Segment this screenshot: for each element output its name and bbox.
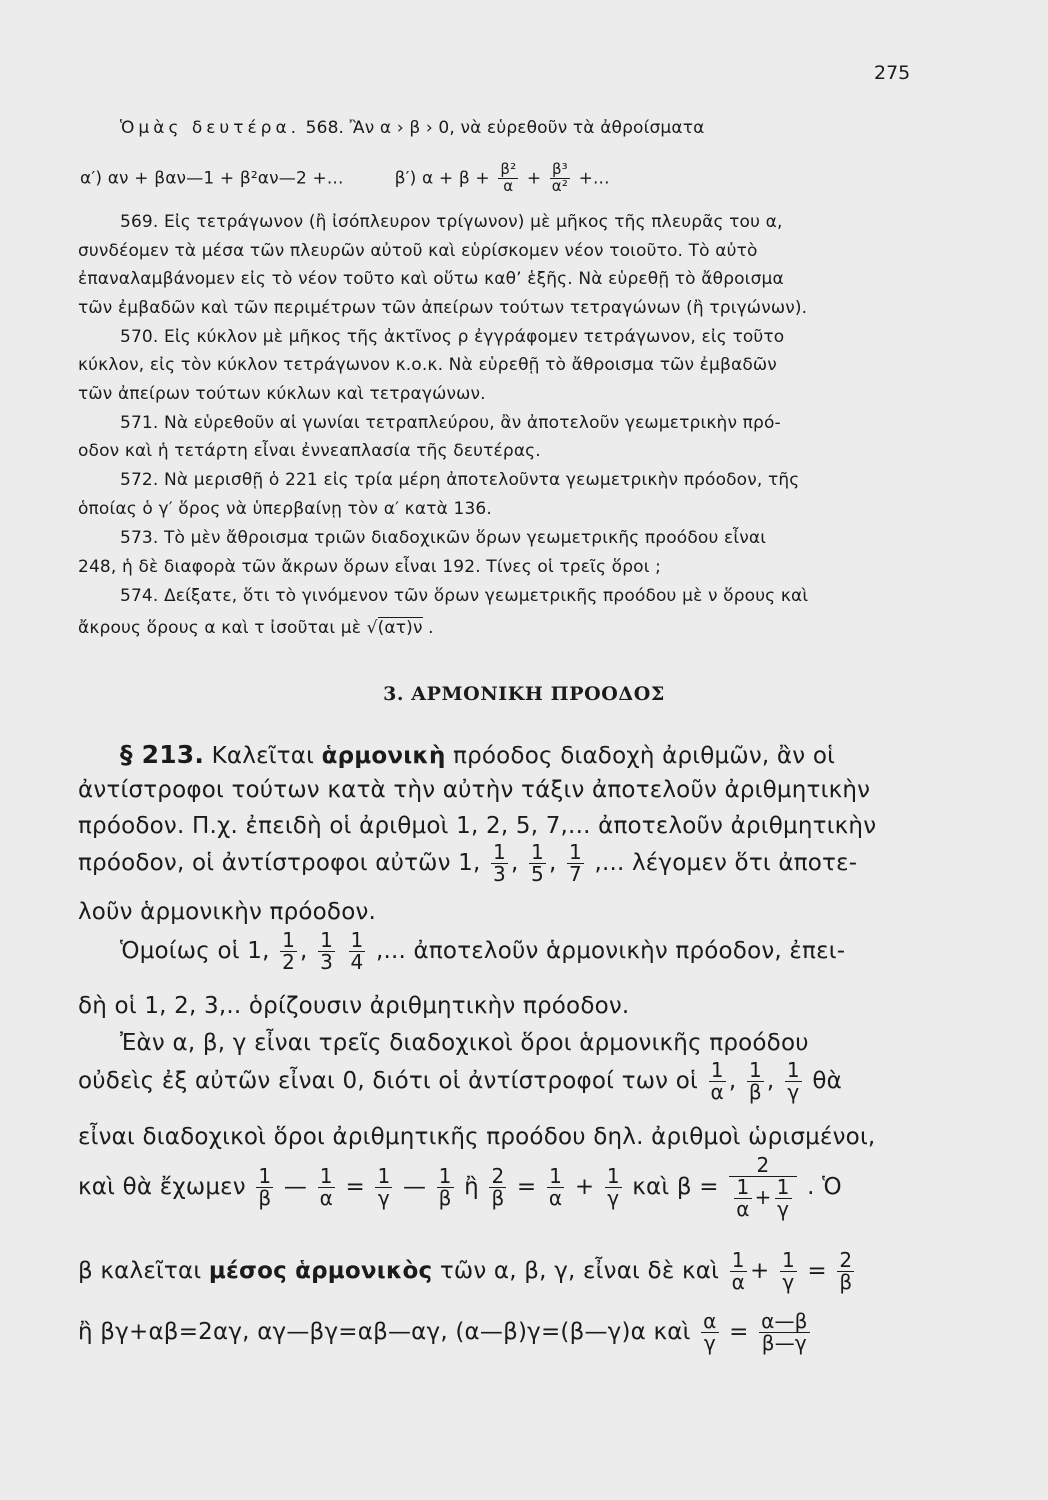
- exercise-568-parts: [80, 162, 610, 195]
- exercise-569-line1: 569. Εἰς τετράγωνον (ἢ ἰσόπλευρον τρίγωνον) μὲ μῆκος τῆς πλευρᾶς του α,: [120, 212, 783, 232]
- paragraph-213-line1: [120, 740, 835, 769]
- hm-frac-1-alpha: $\frac{1}{\alpha}$: [731, 1248, 745, 1294]
- fr-frac-amb-bmg: $\frac{\alpha—\beta}{\beta—\gamma}$: [761, 1309, 808, 1355]
- fraction-1-alpha: $\frac{1}{\alpha}$: [710, 1058, 724, 1104]
- fraction-1-3b: $\frac{1}{3}$: [320, 928, 333, 974]
- text: ἢ βγ+αβ=2αγ, αγ—βγ=αβ—αγ, (α—β)γ=(β—γ)α καὶ: [78, 1319, 691, 1345]
- exercise-569-line2: συνδέομεν τὰ μέσα τῶν πλευρῶν αὐτοῦ καὶ εὑρίσκομεν νέον τοιοῦτο. Τὸ αὐτὸ: [78, 241, 758, 261]
- text: τῶν α, β, γ, εἶναι δὲ καὶ: [439, 1258, 720, 1284]
- text: ,... ἀποτελοῦν ἁρμονικὴν πρόοδον, ἐπει-: [375, 938, 846, 964]
- exercise-570-line2: κύκλον, εἰς τὸν κύκλον τετράγωνον κ.ο.κ. Νὰ εὑρεθῇ τὸ ἄθροισμα τῶν ἐμβαδῶν: [78, 355, 777, 375]
- eq-frac-2-beta: $\frac{2}{\beta}$: [491, 1164, 505, 1210]
- eq-frac-2-over-sum: 2 $\frac{1}{\alpha}$ + $\frac{1}{\gamma}$: [729, 1155, 796, 1220]
- section-number: § 213.: [120, 740, 205, 769]
- exercise-572-line1: 572. Νὰ μερισθῇ ὁ 221 εἰς τρία μέρη ἀποτελοῦντα γεωμετρικὴν πρόοδον, τῆς: [120, 470, 800, 490]
- hm-frac-2-beta: $\frac{2}{\beta}$: [839, 1248, 853, 1294]
- exercise-group-label: Ὁμὰς δευτέρα.: [120, 118, 301, 138]
- fraction-b3-a2: $\frac{\text{β³}}{\text{α²}}$: [551, 160, 568, 195]
- fraction-1-4: $\frac{1}{4}$: [350, 928, 364, 974]
- equation-line: καὶ θὰ ἔχωμεν $\frac{1}{\beta}$ — $\frac{1}{\alpha}$ = $\frac{1}{\gamma}$ — $\frac{1}{\beta}$ ἢ $\frac{2}{\beta}$ = $\frac{1}{\alpha}$ + $\frac{1}{\gamma}$ καὶ β = 2 $\frac{1}{\alpha}$ + $\frac{1}{\gamma}$ . Ὁ: [78, 1153, 842, 1221]
- text: πρόοδος διαδοχὴ ἀριθμῶν, ἂν οἱ: [453, 743, 836, 769]
- exercise-569-line4: τῶν ἐμβαδῶν καὶ τῶν περιμέτρων τῶν ἀπείρων τούτων τετραγώνων (ἢ τριγώνων).: [78, 298, 808, 318]
- text: ,... λέγομεν ὅτι ἀποτε-: [594, 850, 858, 876]
- final-relations-line: ἢ βγ+αβ=2αγ, αγ—βγ=αβ—αγ, (α—β)γ=(β—γ)α καὶ $\frac{\alpha}{\gamma}$ = $\frac{\alpha—\beta}{\beta—\gamma}$: [78, 1309, 808, 1355]
- text: πρόοδον, οἱ ἀντίστροφοι αὐτῶν 1,: [78, 850, 481, 876]
- paragraph-213-line4: πρόοδον, οἱ ἀντίστροφοι αὐτῶν 1, $\frac{1}{3}$ , $\frac{1}{5}$ , $\frac{1}{7}$ ,... λέγομεν ὅτι ἀποτε-: [78, 840, 858, 886]
- exercise-574-line2: [78, 618, 434, 638]
- exercise-573-line1: 573. Τὸ μὲν ἄθροισμα τριῶν διαδοχικῶν ὅρων γεωμετρικῆς προόδου εἶναι: [120, 528, 767, 548]
- term-harmonic-mean: μέσος ἁρμονικὸς: [208, 1258, 433, 1284]
- text: καὶ θὰ ἔχωμεν: [78, 1174, 246, 1200]
- exercise-568-line: [120, 118, 705, 138]
- exercise-570-line3: τῶν ἀπείρων τούτων κύκλων καὶ τετραγώνων.: [78, 384, 486, 404]
- exercise-573-line2: 248, ἡ δὲ διαφορὰ τῶν ἄκρων ὅρων εἶναι 192. Τίνες οἱ τρεῖς ὅροι ;: [78, 557, 662, 577]
- fraction-1-7: $\frac{1}{7}$: [568, 840, 582, 886]
- fraction-b2-a: $\frac{\text{β²}}{\alpha}$: [500, 160, 517, 195]
- plus-sign: +: [526, 168, 542, 189]
- eq-frac-1-beta-b: $\frac{1}{\beta}$: [438, 1164, 452, 1210]
- fraction-1-3: $\frac{1}{3}$: [493, 840, 506, 886]
- eq-frac-1-alpha-b: $\frac{1}{\alpha}$: [548, 1164, 563, 1210]
- part-b-lead: β′) α + β +: [394, 168, 490, 189]
- period: .: [428, 618, 434, 638]
- hm-frac-1-gamma: $\frac{1}{\gamma}$: [781, 1248, 795, 1294]
- text: Ὁμοίως οἱ 1,: [120, 938, 270, 964]
- paragraph-213-line3: πρόοδον. Π.χ. ἐπειδὴ οἱ ἀριθμοὶ 1, 2, 5, 7,... ἀποτελοῦν ἀριθμητικὴν: [78, 813, 877, 839]
- harmonic-mean-line: β καλεῖται μέσος ἁρμονικὸς τῶν α, β, γ, εἶναι δὲ καὶ $\frac{1}{\alpha}$ + $\frac{1}{\gamma}$ = $\frac{2}{\beta}$: [78, 1248, 853, 1294]
- exercise-574-text: ἄκρους ὅρους α καὶ τ ἰσοῦται μὲ: [78, 618, 362, 638]
- paragraph-213-line5: λοῦν ἁρμονικὴν πρόοδον.: [78, 899, 377, 925]
- exercise-572-line2: ὁποίας ὁ γ′ ὅρος νὰ ὑπερβαίνῃ τὸν α′ κατὰ 136.: [78, 499, 492, 519]
- exercise-571-line1: 571. Νὰ εὑρεθοῦν αἱ γωνίαι τετραπλεύρου, ἂν ἀποτελοῦν γεωμετρικὴν πρό-: [120, 413, 781, 433]
- part-b-tail: +...: [578, 168, 610, 189]
- exercise-570-line1: 570. Εἰς κύκλον μὲ μῆκος τῆς ἀκτῖνος ρ ἐγγράφομεν τετράγωνον, εἰς τοῦτο: [120, 327, 785, 347]
- root-symbol: √: [366, 618, 378, 638]
- page-number: 275: [874, 62, 911, 84]
- fraction-1-gamma: $\frac{1}{\gamma}$: [786, 1058, 800, 1104]
- paragraph-similar-line2: δὴ οἱ 1, 2, 3,.. ὁρίζουσιν ἀριθμητικὴν πρόοδον.: [78, 993, 630, 1019]
- exercise-569-line3: ἐπαναλαμβάνομεν εἰς τὸ νέον τοῦτο καὶ οὕτω καθ’ ἑξῆς. Νὰ εὑρεθῇ τὸ ἄθροισμα: [78, 269, 784, 289]
- text: οὐδεὶς ἐξ αὐτῶν εἶναι 0, διότι οἱ ἀντίστροφοί των οἱ: [78, 1068, 698, 1094]
- paragraph-if-line1: Ἐὰν α, β, γ εἶναι τρεῖς διαδοχικοὶ ὅροι ἁρμονικῆς προόδου: [120, 1030, 809, 1056]
- paragraph-213-line2: ἀντίστροφοι τούτων κατὰ τὴν αὐτὴν τάξιν ἀποτελοῦν ἀριθμητικὴν: [78, 777, 871, 803]
- text: β καλεῖται: [78, 1258, 202, 1284]
- fraction-1-2: $\frac{1}{2}$: [282, 928, 296, 974]
- paragraph-if-line2: οὐδεὶς ἐξ αὐτῶν εἶναι 0, διότι οἱ ἀντίστροφοί των οἱ $\frac{1}{\alpha}$ , $\frac{1}{\beta}$ , $\frac{1}{\gamma}$ θὰ: [78, 1058, 843, 1104]
- eq-frac-1-gamma: $\frac{1}{\gamma}$: [377, 1164, 391, 1210]
- exercise-574-line1: 574. Δείξατε, ὅτι τὸ γινόμενον τῶν ὅρων γεωμετρικῆς προόδου μὲ ν ὅρους καὶ: [120, 586, 809, 606]
- term-harmonic: ἁρμονικὴ: [321, 743, 446, 769]
- text: Καλεῖται: [211, 743, 315, 769]
- fr-frac-alpha-gamma: $\frac{\alpha}{\gamma}$: [703, 1309, 717, 1355]
- eq-frac-1-beta: $\frac{1}{\beta}$: [258, 1164, 272, 1210]
- section-heading: 3. ΑΡΜΟΝΙΚΗ ΠΡΟΟΔΟΣ: [383, 683, 665, 705]
- paragraph-similar-line1: Ὁμοίως οἱ 1, $\frac{1}{2}$ , $\frac{1}{3}$ $\frac{1}{4}$ ,... ἀποτελοῦν ἁρμονικὴν πρόοδον, ἐπει-: [120, 928, 846, 974]
- text: θὰ: [812, 1068, 843, 1094]
- paragraph-if-line3: εἶναι διαδοχικοὶ ὅροι ἀριθμητικῆς προόδου δηλ. ἀριθμοὶ ὡρισμένοι,: [78, 1124, 876, 1150]
- eq-frac-1-alpha: $\frac{1}{\alpha}$: [319, 1164, 333, 1210]
- exercise-571-line2: οδον καὶ ἡ τετάρτη εἶναι ἐννεαπλασία τῆς δευτέρας.: [78, 441, 541, 461]
- fraction-1-beta: $\frac{1}{\beta}$: [748, 1058, 762, 1104]
- eq-frac-1-gamma-b: $\frac{1}{\gamma}$: [606, 1164, 620, 1210]
- fraction-1-5: $\frac{1}{5}$: [531, 840, 544, 886]
- exercise-568-text: 568. Ἂν α › β › 0, νὰ εὑρεθοῦν τὰ ἀθροίσματα: [305, 118, 705, 138]
- part-a-series: α′) αν + βαν—1 + β²αν—2 +...: [80, 168, 344, 189]
- root-radicand: (ατ)ν: [377, 618, 423, 638]
